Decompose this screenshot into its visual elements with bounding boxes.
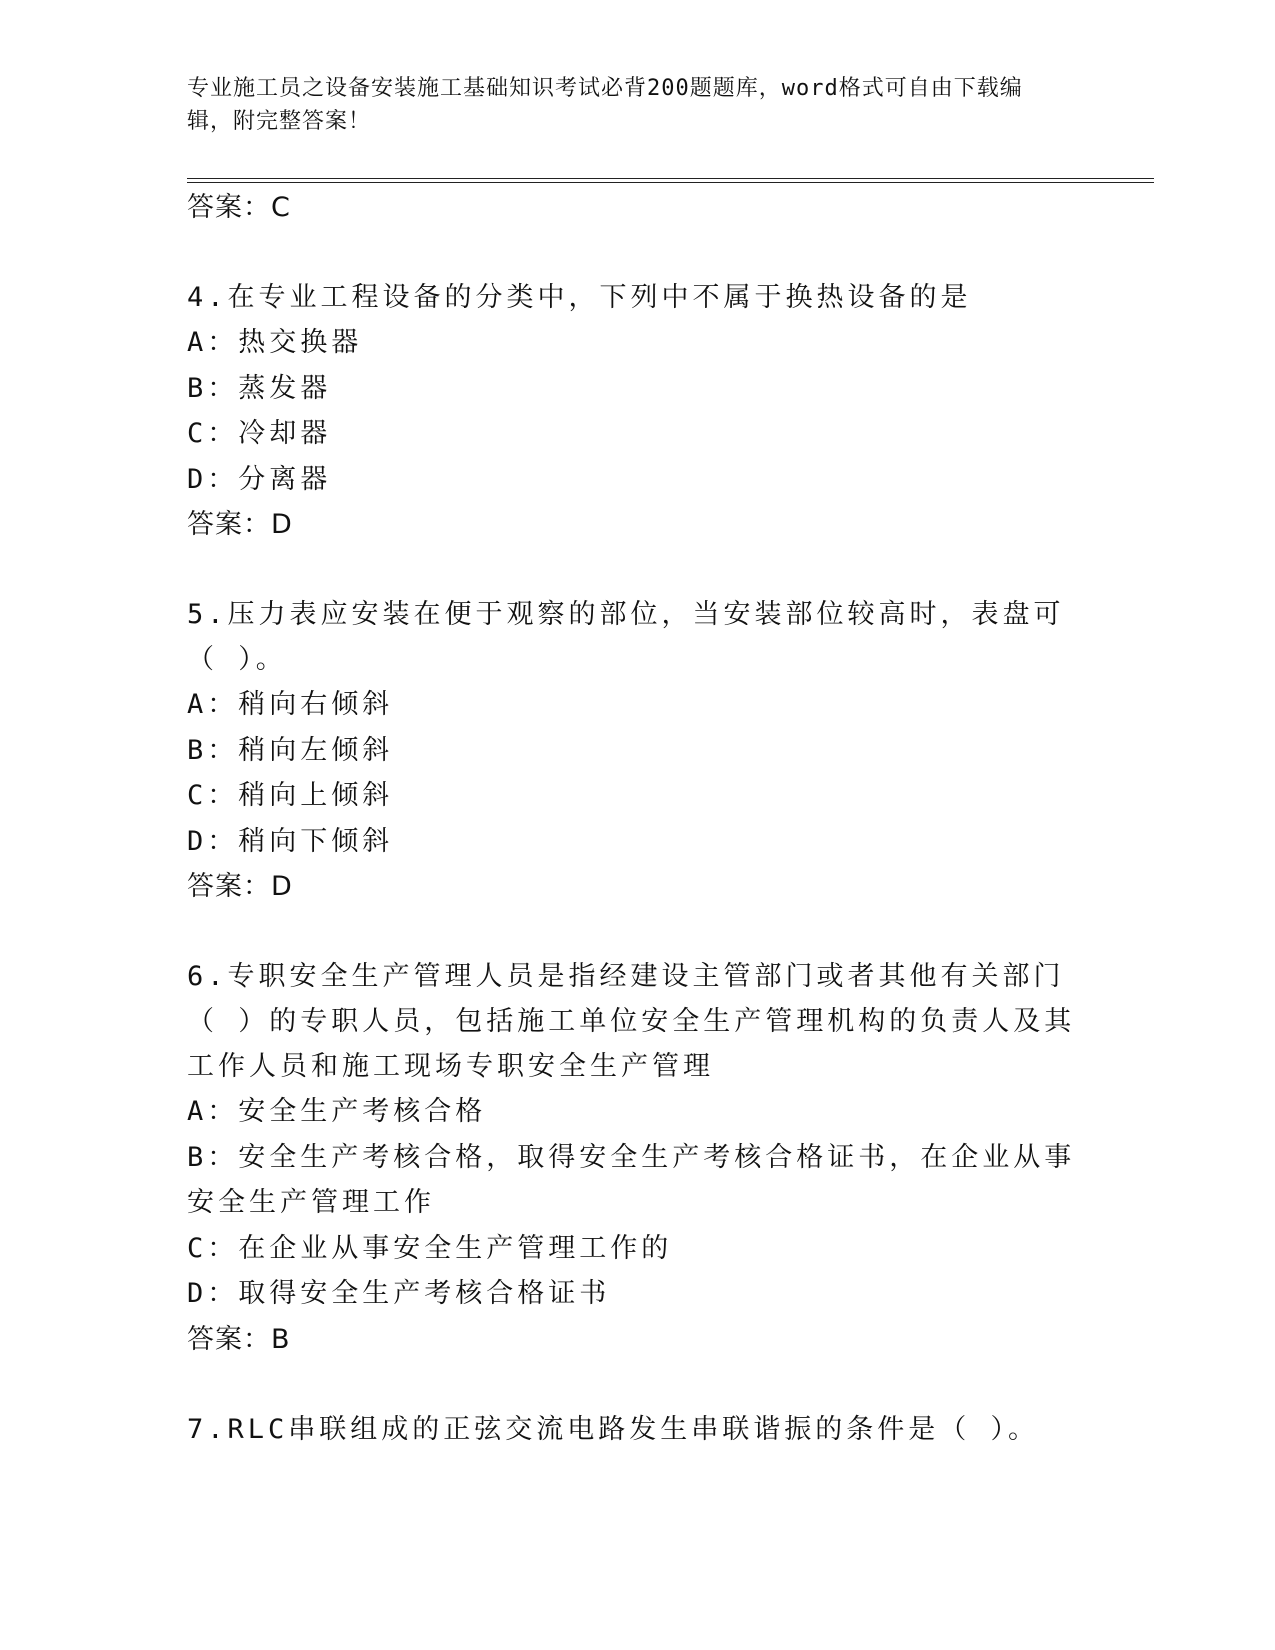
- option-a: A：稍向右倾斜: [187, 689, 394, 720]
- option-a: A：安全生产考核合格: [187, 1096, 487, 1127]
- question-text: 5.压力表应安装在便于观察的部位，当安装部位较高时，表盘可（ ）。: [187, 599, 1065, 675]
- header-title: 专业施工员之设备安装施工基础知识考试必背200题题库，word格式可自由下载编辑，附完整答案！: [187, 76, 1023, 134]
- question-text: 4.在专业工程设备的分类中，下列中不属于换热设备的是: [187, 282, 972, 313]
- option-b: B：蒸发器: [187, 372, 332, 404]
- question-text: 6.专职安全生产管理人员是指经建设主管部门或者其他有关部门（ ）的专职人员，包括施工单位安全生产管理机构的负责人及其工作人员和施工现场专职安全生产管理: [187, 961, 1076, 1082]
- answer-line: 答案：C: [187, 192, 291, 223]
- question-text: 7.RLC串联组成的正弦交流电路发生串联谐振的条件是（ ）。: [187, 1413, 1040, 1445]
- option-a: A：热交换器: [187, 327, 363, 358]
- document-header: [187, 72, 1067, 138]
- option-c: C：稍向上倾斜: [187, 780, 394, 811]
- option-c: C：冷却器: [187, 418, 332, 449]
- question-list: [187, 185, 1087, 1452]
- question-5: [187, 592, 1087, 910]
- question-4: [187, 275, 1087, 548]
- option-d: D：分离器: [187, 463, 332, 495]
- option-d: D：取得安全生产考核合格证书: [187, 1278, 611, 1309]
- answer-line: 答案：D: [187, 871, 293, 902]
- option-d: D：稍向下倾斜: [187, 825, 394, 857]
- header-divider-top: [187, 178, 1154, 179]
- question-6: [187, 954, 1087, 1363]
- answer-line: 答案：D: [187, 509, 293, 540]
- option-c: C：在企业从事安全生产管理工作的: [187, 1232, 673, 1264]
- option-b: B：安全生产考核合格，取得安全生产考核合格证书，在企业从事安全生产管理工作: [187, 1141, 1076, 1218]
- answer-line: 答案：B: [187, 1323, 291, 1355]
- header-divider-bottom: [187, 182, 1154, 183]
- question-7: [187, 1407, 1087, 1452]
- option-b: B：稍向左倾斜: [187, 734, 394, 766]
